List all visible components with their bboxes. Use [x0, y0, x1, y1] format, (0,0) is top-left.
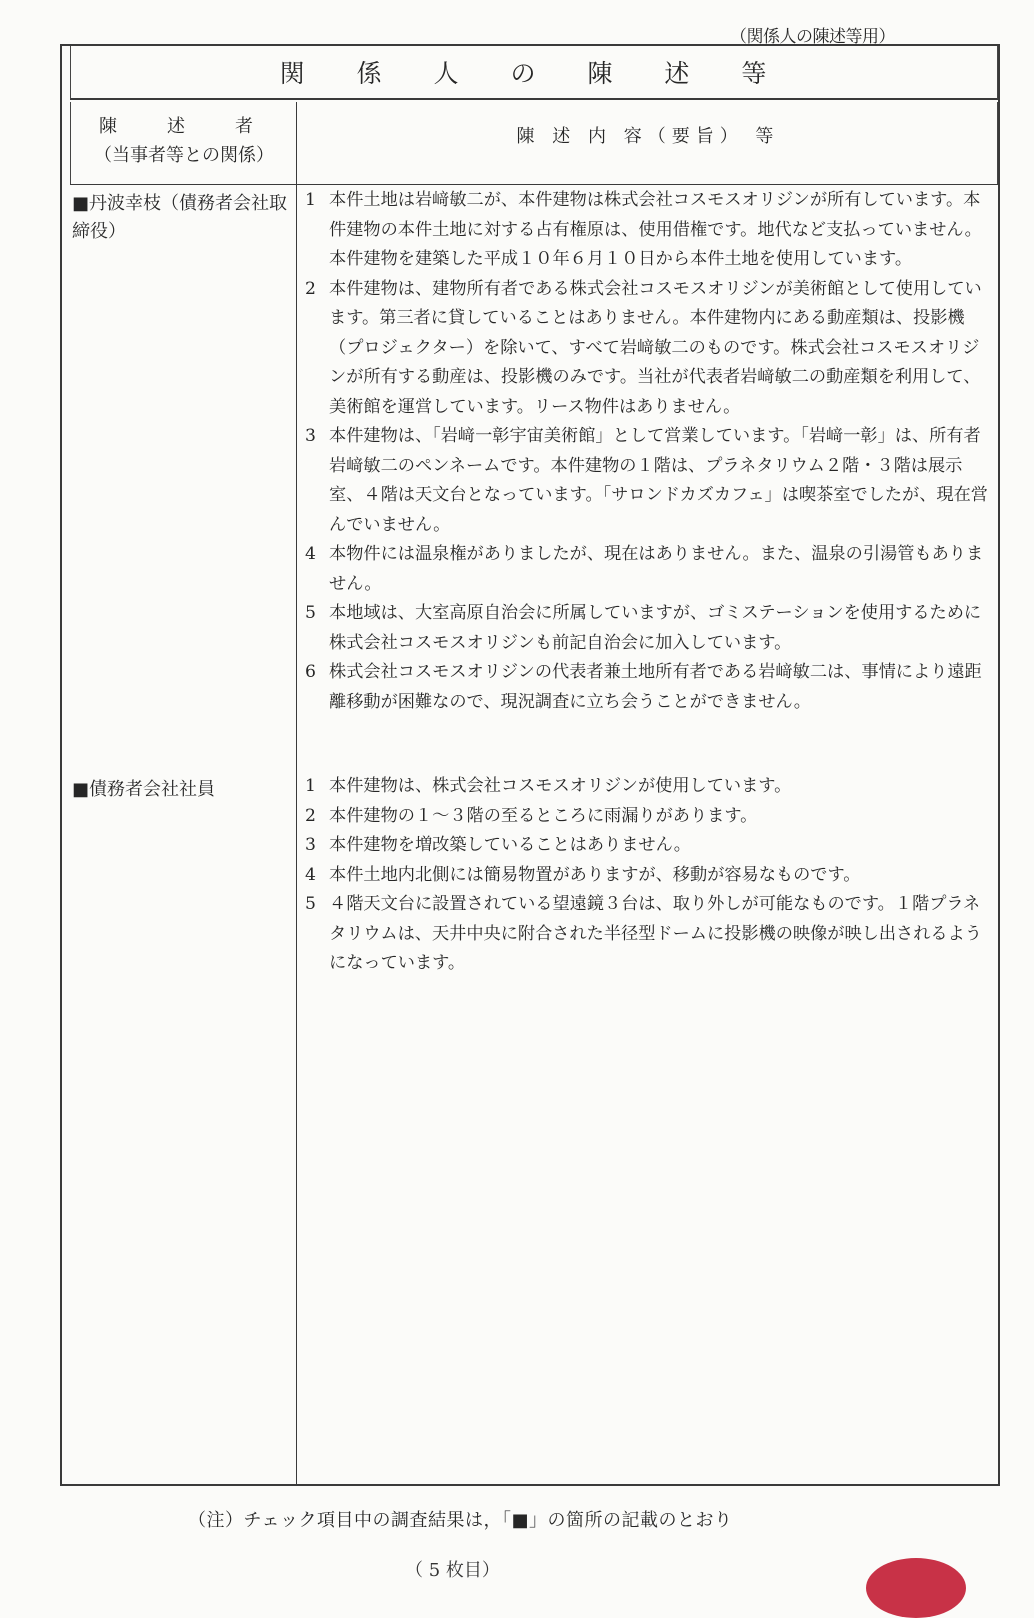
statement-item: [305, 599, 995, 658]
item-number: 1: [305, 190, 316, 210]
item-number: 2: [305, 278, 316, 299]
divider: [70, 102, 71, 184]
title-row: [70, 46, 998, 100]
item-text: 本件建物の１～３階の至るところに雨漏りがあります。: [329, 805, 758, 826]
item-number: 2: [305, 805, 316, 826]
item-number: 3: [305, 835, 316, 855]
form-label: （関係人の陳述等用）: [730, 27, 895, 47]
statement-list: [305, 186, 995, 717]
statement-item: [305, 540, 995, 599]
statement-list: [305, 772, 995, 979]
statement-item: [305, 802, 995, 832]
item-text: 本件建物は、建物所有者である株式会社コスモスオリジンが美術館として使用しています。第三者に貸していることはありません。本件建物内にある動産類は、投影機（プロジェクター）を除いて、すべて岩﨑敏二のものです。株式会社コスモスオリジンが所有する動産は、投影機のみです。当社が代表者岩﨑敏二の動産類を利用して、美術館を運営しています。リース物件はありません。: [329, 278, 982, 417]
item-text: 株式会社コスモスオリジンの代表者兼土地所有者である岩﨑敏二は、事情により遠距離移動が困難なので、現況調査に立ち会うことができません。: [329, 662, 982, 712]
header-divider: [70, 184, 998, 185]
item-number: 5: [305, 894, 316, 914]
content-column-header: 陳 述 内 容（要旨） 等: [516, 126, 780, 147]
speaker-column-header: [72, 112, 296, 170]
item-number: 3: [305, 426, 316, 446]
item-number: 1: [305, 776, 316, 796]
statement-item: [305, 186, 995, 275]
item-text: ４階天文台に設置されている望遠鏡３台は、取り外しが可能なものです。１階プラネタリウムは、天井中央に附合された半径型ドームに投影機の映像が映し出されるようになっています。: [329, 894, 982, 973]
statement-item: [305, 658, 995, 717]
statement-item: [305, 422, 995, 540]
item-number: 4: [305, 864, 316, 885]
statement-item: [305, 831, 995, 861]
item-number: 5: [305, 603, 316, 623]
statement-item: [305, 861, 995, 891]
item-number: 6: [305, 662, 316, 682]
statement-item: [305, 772, 995, 802]
speaker-column-subtitle: （当事者等との関係）: [94, 145, 274, 166]
item-text: 本件土地は岩﨑敏二が、本件建物は株式会社コスモスオリジンが所有しています。本件建物の本件土地に対する占有権原は、使用借権です。地代など支払っていません。本件建物を建築した平成１０年６月１０日から本件土地を使用しています。: [329, 190, 982, 269]
statement-item: [305, 275, 995, 423]
speaker-name: ■丹波幸枝（債務者会社取締役）: [72, 193, 288, 242]
item-number: 4: [305, 544, 316, 564]
footnote: （注）チェック項目中の調査結果は，「■」の箇所の記載のとおり: [188, 1510, 733, 1531]
item-text: 本物件には温泉権がありましたが、現在はありません。また、温泉の引湯管もありません。: [329, 544, 984, 594]
statement-item: [305, 890, 995, 979]
speaker-name: ■債務者会社社員: [72, 779, 216, 800]
item-text: 本地域は、大室高原自治会に所属していますが、ゴミステーションを使用するために株式会社コスモスオリジンも前記自治会に加入しています。: [329, 603, 982, 653]
speaker-column-title: 陳 述 者: [99, 116, 269, 137]
seal-stamp: [866, 1558, 966, 1618]
page-title: 関 係 人 の 陳 述 等: [279, 59, 789, 88]
item-text: 本件建物は、株式会社コスモスオリジンが使用しています。: [329, 776, 792, 796]
item-text: 本件建物は、「岩﨑一彰宇宙美術館」として営業しています。「岩﨑一彰」は、所有者岩﨑敏二のペンネームです。本件建物の１階は、プラネタリウム２階・３階は展示室、４階は天文台となっています。「サロンドカズカフェ」は喫茶室でしたが、現在営んでいません。: [329, 426, 988, 535]
page-number: （ 5 枚目）: [405, 1560, 500, 1581]
item-text: 本件建物を増改築していることはありません。: [329, 835, 691, 855]
item-text: 本件土地内北側には簡易物置がありますが、移動が容易なものです。: [329, 864, 861, 885]
